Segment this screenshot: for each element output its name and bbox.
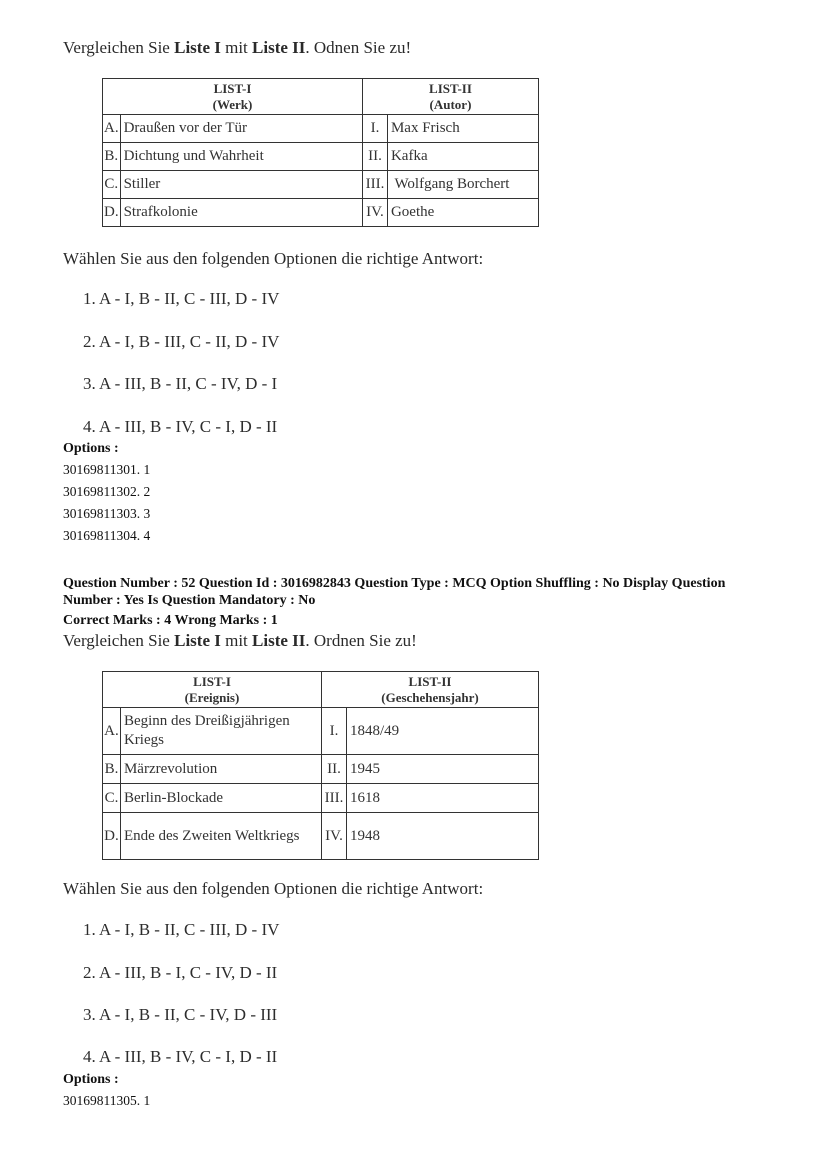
q52-options-label: Options :: [63, 1072, 119, 1087]
q52-match-table: [102, 671, 539, 860]
q51-instruction-list1: Liste I: [174, 38, 221, 57]
q51-answer-2: 2. A - I, B - III, C - II, D - IV: [83, 332, 280, 351]
table-row: [103, 115, 539, 143]
q51-header-list2-sub: (Autor): [429, 96, 472, 112]
q51-instruction-mid: mit: [220, 38, 253, 57]
q52-meta-line-1: Question Number : 52 Question Id : 3016982843 Question Type : MCQ Option Shuffling : No Display Question: [63, 576, 726, 591]
row-item: Draußen vor der Tür: [120, 115, 362, 143]
row-numeral: I.: [362, 115, 387, 143]
row-item: Strafkolonie: [120, 199, 362, 227]
row-letter: C.: [103, 784, 121, 813]
q52-instruction-list2: Liste II: [252, 631, 306, 650]
q51-instruction-list2: Liste II: [252, 38, 306, 57]
q51-option-code-2: 30169811302. 2: [63, 484, 151, 499]
q51-answer-3: 3. A - III, B - II, C - IV, D - I: [83, 374, 278, 393]
table-row: [103, 199, 539, 227]
q52-header-list1-title: LIST-I: [193, 673, 231, 689]
row-match: 1948: [347, 813, 539, 860]
row-numeral: II.: [362, 143, 387, 171]
row-letter: D.: [103, 813, 121, 860]
row-letter: D.: [103, 199, 121, 227]
table-row: [103, 171, 539, 199]
q51-instruction-post: . Odnen Sie zu!: [305, 38, 412, 57]
row-match: 1618: [347, 784, 539, 813]
row-match: 1945: [347, 755, 539, 784]
q52-answer-3: 3. A - I, B - II, C - IV, D - III: [83, 1005, 278, 1024]
row-numeral: III.: [322, 784, 347, 813]
q51-option-code-1: 30169811301. 1: [63, 462, 151, 477]
row-letter: B.: [103, 143, 121, 171]
row-match: 1848/49: [347, 708, 539, 755]
q52-instruction-pre: Vergleichen Sie: [63, 631, 175, 650]
q52-option-code-1: 30169811305. 1: [63, 1093, 151, 1108]
q52-answer-2: 2. A - III, B - I, C - IV, D - II: [83, 963, 278, 982]
row-item: Berlin-Blockade: [120, 784, 321, 813]
q51-instruction-pre: Vergleichen Sie: [63, 38, 175, 57]
q52-header-list2: [322, 672, 539, 708]
q51-option-code-4: 30169811304. 4: [63, 528, 151, 543]
row-numeral: III.: [362, 171, 387, 199]
q52-meta-line-2: Number : Yes Is Question Mandatory : No: [63, 593, 316, 608]
q51-header-list1-sub: (Werk): [212, 96, 253, 112]
q51-options-label: Options :: [63, 441, 119, 456]
row-numeral: II.: [322, 755, 347, 784]
row-item: Beginn des Dreißigjährigen Kriegs: [120, 708, 321, 755]
q52-answer-4: 4. A - III, B - IV, C - I, D - II: [83, 1047, 278, 1066]
table-row: [103, 708, 539, 755]
table-row: [103, 143, 539, 171]
row-item: Ende des Zweiten Weltkriegs: [120, 813, 321, 860]
q52-header-list1-sub: (Ereignis): [184, 689, 240, 705]
q52-choose-prompt: Wählen Sie aus den folgenden Optionen die richtige Antwort:: [63, 879, 484, 898]
row-letter: A.: [103, 115, 121, 143]
q52-header-list1: [103, 672, 322, 708]
q52-header-list2-title: LIST-II: [408, 673, 452, 689]
q52-instruction: [63, 631, 417, 651]
row-match: Max Frisch: [387, 115, 538, 143]
q52-answer-1: 1. A - I, B - II, C - III, D - IV: [83, 920, 280, 939]
q51-header-list1: [103, 79, 363, 115]
row-item: Märzrevolution: [120, 755, 321, 784]
row-letter: A.: [103, 708, 121, 755]
row-letter: B.: [103, 755, 121, 784]
row-item: Dichtung und Wahrheit: [120, 143, 362, 171]
row-item: Stiller: [120, 171, 362, 199]
row-match: Kafka: [387, 143, 538, 171]
row-letter: C.: [103, 171, 121, 199]
q51-instruction: [63, 38, 411, 58]
q52-instruction-list1: Liste I: [174, 631, 221, 650]
q51-header-list2-title: LIST-II: [429, 80, 472, 96]
table-row: [103, 755, 539, 784]
row-match: Goethe: [387, 199, 538, 227]
row-match: Wolfgang Borchert: [387, 171, 538, 199]
q51-choose-prompt: Wählen Sie aus den folgenden Optionen die richtige Antwort:: [63, 249, 484, 268]
q52-header-list2-sub: (Geschehensjahr): [381, 689, 479, 705]
q51-match-table: [102, 78, 539, 227]
q52-instruction-mid: mit: [220, 631, 253, 650]
q51-answer-4: 4. A - III, B - IV, C - I, D - II: [83, 417, 278, 436]
table-row: [103, 784, 539, 813]
q51-header-list1-title: LIST-I: [213, 80, 252, 96]
q52-meta-line-3: Correct Marks : 4 Wrong Marks : 1: [63, 613, 278, 628]
row-numeral: IV.: [362, 199, 387, 227]
row-numeral: IV.: [322, 813, 347, 860]
q51-header-list2: [362, 79, 538, 115]
q52-instruction-post: . Ordnen Sie zu!: [305, 631, 417, 650]
q51-answer-1: 1. A - I, B - II, C - III, D - IV: [83, 289, 280, 308]
q51-option-code-3: 30169811303. 3: [63, 506, 151, 521]
row-numeral: I.: [322, 708, 347, 755]
table-row: [103, 813, 539, 860]
